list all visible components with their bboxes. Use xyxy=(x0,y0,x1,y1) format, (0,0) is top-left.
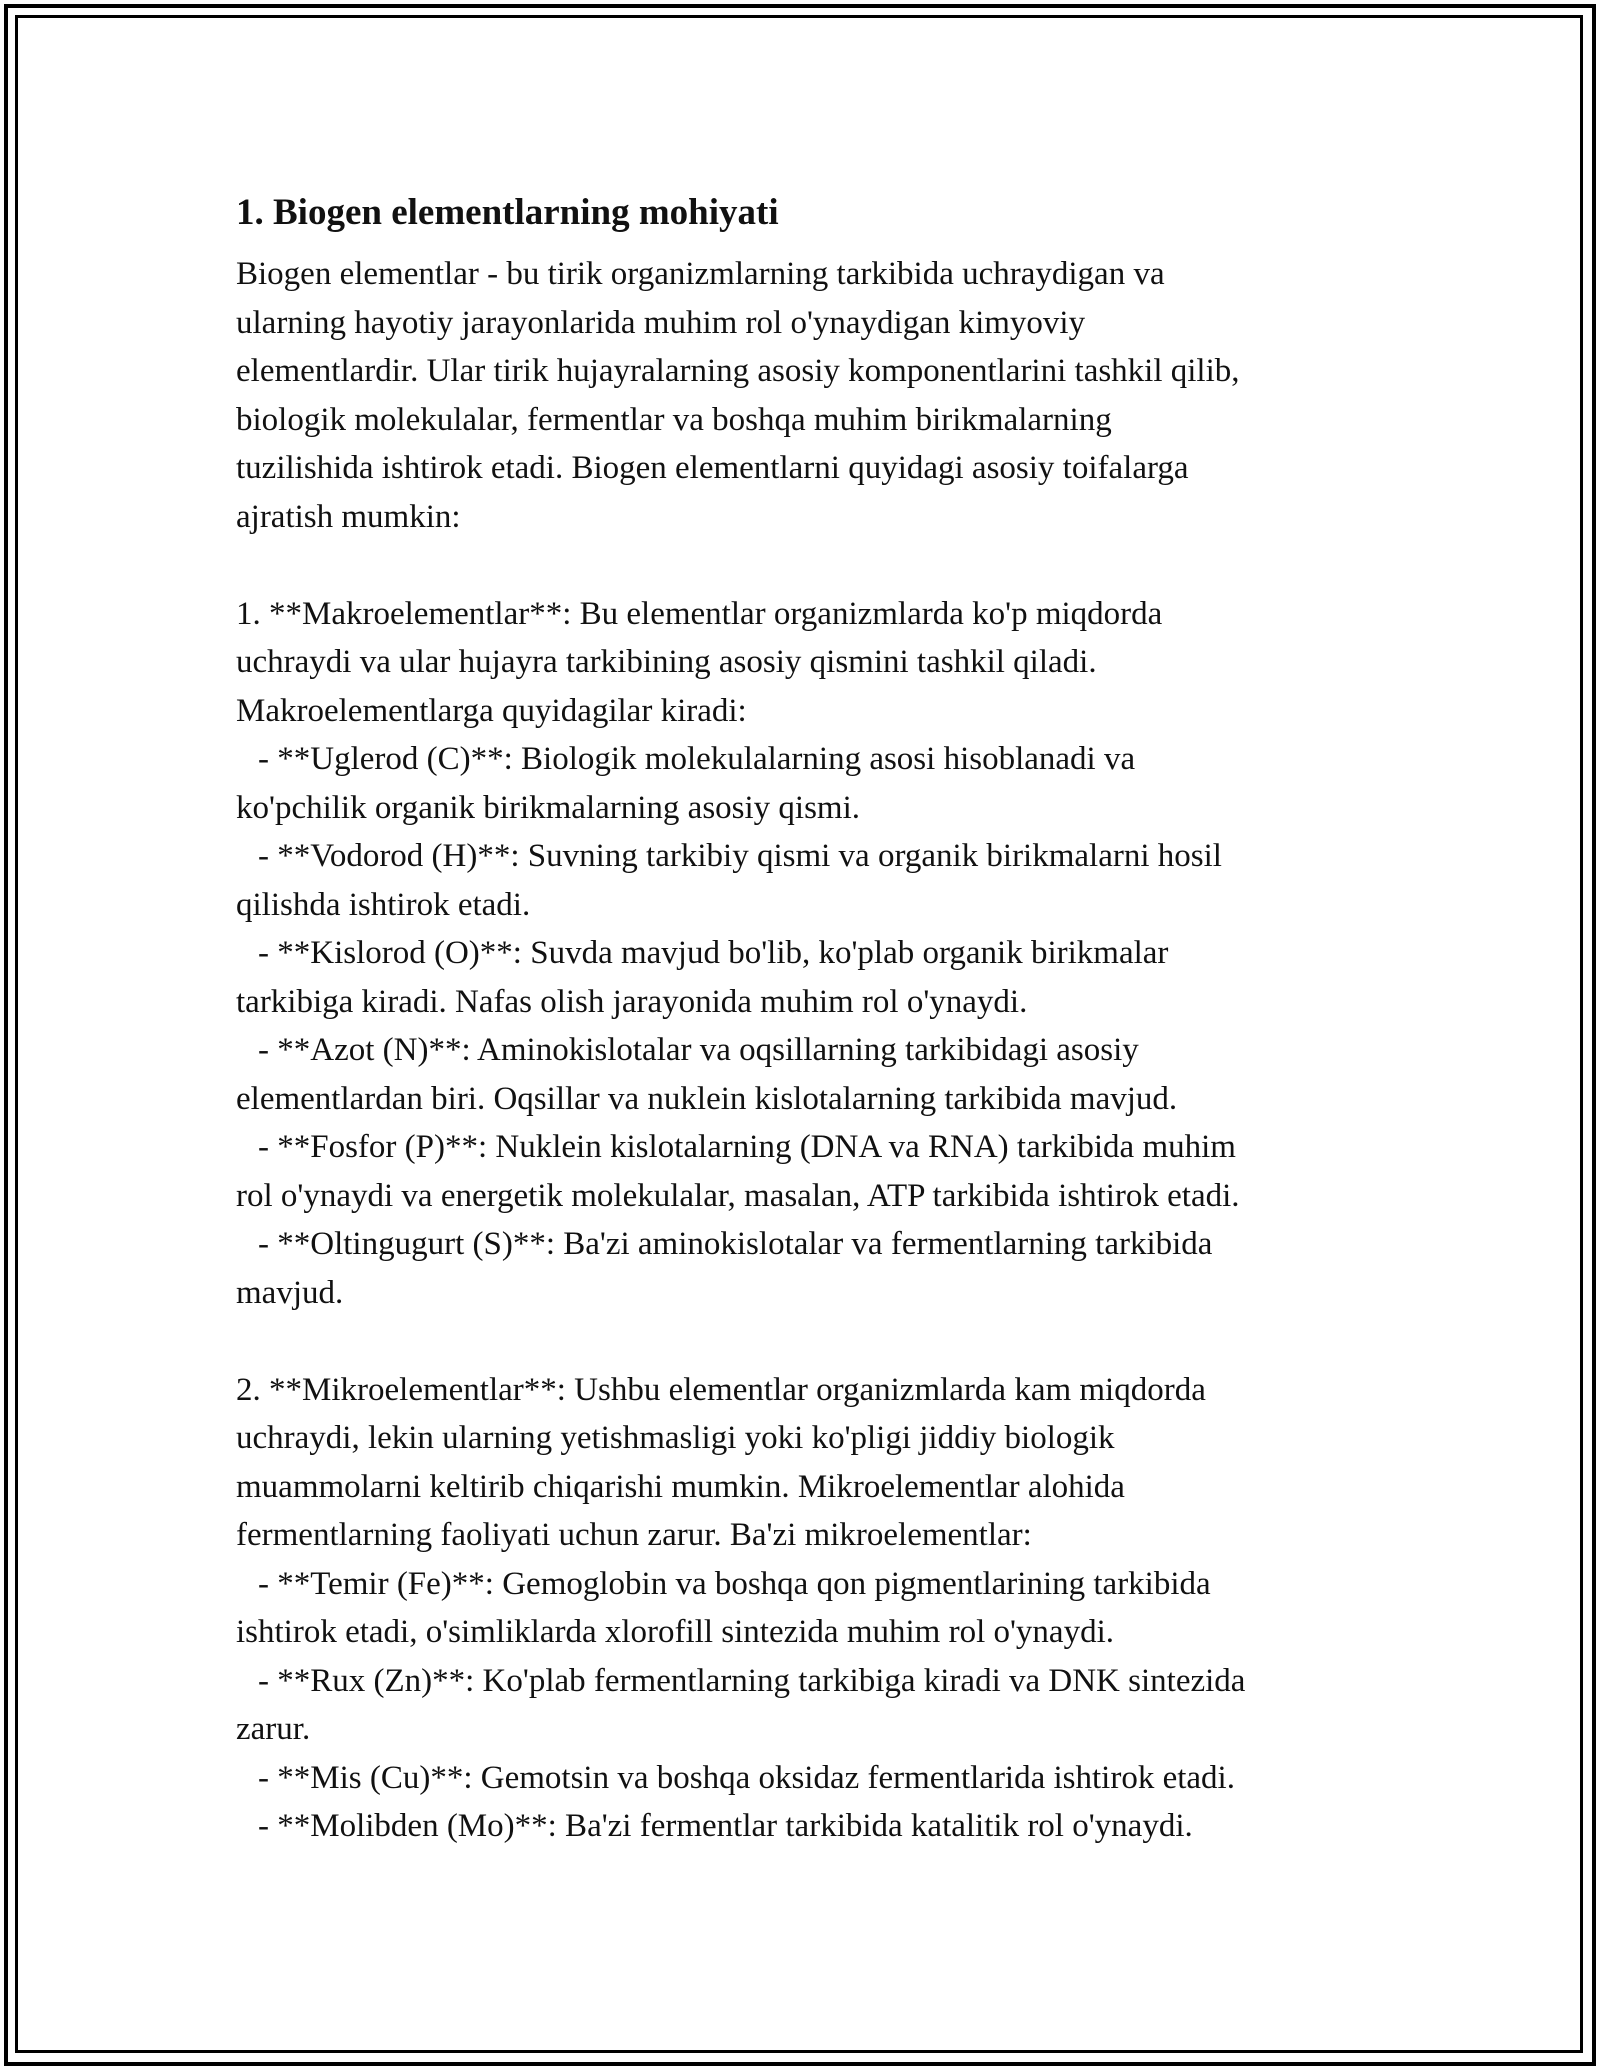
sub-item-oxygen: - **Kislorod (O)**: Suvda mavjud bo'lib, ko'plab organik birikmalar xyxy=(258,935,1169,971)
text-line: elementlardan biri. Oqsillar va nuklein kislotalarning tarkibida mavjud. xyxy=(236,1080,1178,1117)
text-line: Biogen elementlar - bu tirik organizmlarning tarkibida uchraydigan va xyxy=(236,256,1165,292)
sub-item-copper: - **Mis (Cu)**: Gemotsin va boshqa oksidaz fermentlarida ishtirok etadi. xyxy=(258,1759,1235,1796)
text-line: ko'pchilik organik birikmalarning asosiy qismi. xyxy=(236,789,861,826)
text-line: ishtirok etadi, o'simliklarda xlorofill sintezida muhim rol o'ynaydi. xyxy=(236,1614,1114,1650)
blank-line xyxy=(236,541,1366,590)
text-line: ularning hayotiy jarayonlarida muhim rol o'ynaydigan kimyoviy xyxy=(236,304,1086,341)
sub-item-hydrogen: - **Vodorod (H)**: Suvning tarkibiy qismi va organik birikmalarni hosil xyxy=(258,838,1222,874)
text-line: mavjud. xyxy=(236,1274,344,1311)
text-line: tarkibiga kiradi. Nafas olish jarayonida muhim rol o'ynaydi. xyxy=(236,983,1028,1020)
text-line: elementlardir. Ular tirik hujayralarning asosiy komponentlarini tashkil qilib, xyxy=(236,353,1240,389)
text-line: muammolarni keltirib chiqarishi mumkin. Mikroelementlar alohida xyxy=(236,1468,1125,1505)
text-line: qilishda ishtirok etadi. xyxy=(236,886,531,923)
text-line: ajratish mumkin: xyxy=(236,498,461,535)
list-item-macroelements: 1. **Makroelementlar**: Bu elementlar organizmlarda ko'p miqdorda xyxy=(236,595,1163,632)
text-line: fermentlarning faoliyati uchun zarur. Ba'zi mikroelementlar: xyxy=(236,1517,1032,1553)
sub-item-phosphorus: - **Fosfor (P)**: Nuklein kislotalarning (DNA va RNA) tarkibida muhim xyxy=(258,1129,1236,1165)
section-text xyxy=(236,250,1366,1851)
sub-item-zinc: - **Rux (Zn)**: Ko'plab fermentlarning tarkibiga kiradi va DNK sintezida xyxy=(258,1662,1246,1699)
sub-item-sulfur: - **Oltingugurt (S)**: Ba'zi aminokislotalar va fermentlarning tarkibida xyxy=(258,1226,1213,1262)
sub-item-nitrogen: - **Azot (N)**: Aminokislotalar va oqsillarning tarkibidagi asosiy xyxy=(258,1032,1139,1068)
text-line: rol o'ynaydi va energetik molekulalar, masalan, ATP tarkibida ishtirok etadi. xyxy=(236,1177,1240,1214)
blank-line xyxy=(236,1317,1366,1366)
document-body xyxy=(236,180,1366,1851)
list-item-microelements: 2. **Mikroelementlar**: Ushbu elementlar organizmlarda kam miqdorda xyxy=(236,1371,1206,1408)
text-line: biologik molekulalar, fermentlar va boshqa muhim birikmalarning xyxy=(236,401,1112,438)
section-heading: 1. Biogen elementlarning mohiyati xyxy=(236,192,779,233)
text-line: uchraydi, lekin ularning yetishmasligi yoki ko'pligi jiddiy biologik xyxy=(236,1420,1115,1456)
sub-item-molybdenum: - **Molibden (Mo)**: Ba'zi fermentlar tarkibida katalitik rol o'ynaydi. xyxy=(258,1808,1193,1844)
sub-item-iron: - **Temir (Fe)**: Gemoglobin va boshqa qon pigmentlarining tarkibida xyxy=(258,1565,1211,1602)
text-line: Makroelementlarga quyidagilar kiradi: xyxy=(236,692,747,729)
text-line: zarur. xyxy=(236,1711,311,1747)
text-line: uchraydi va ular hujayra tarkibining asosiy qismini tashkil qiladi. xyxy=(236,644,1097,680)
sub-item-carbon: - **Uglerod (C)**: Biologik molekulalarning asosi hisoblanadi va xyxy=(258,741,1136,777)
text-line: tuzilishida ishtirok etadi. Biogen elementlarni quyidagi asosiy toifalarga xyxy=(236,450,1189,486)
